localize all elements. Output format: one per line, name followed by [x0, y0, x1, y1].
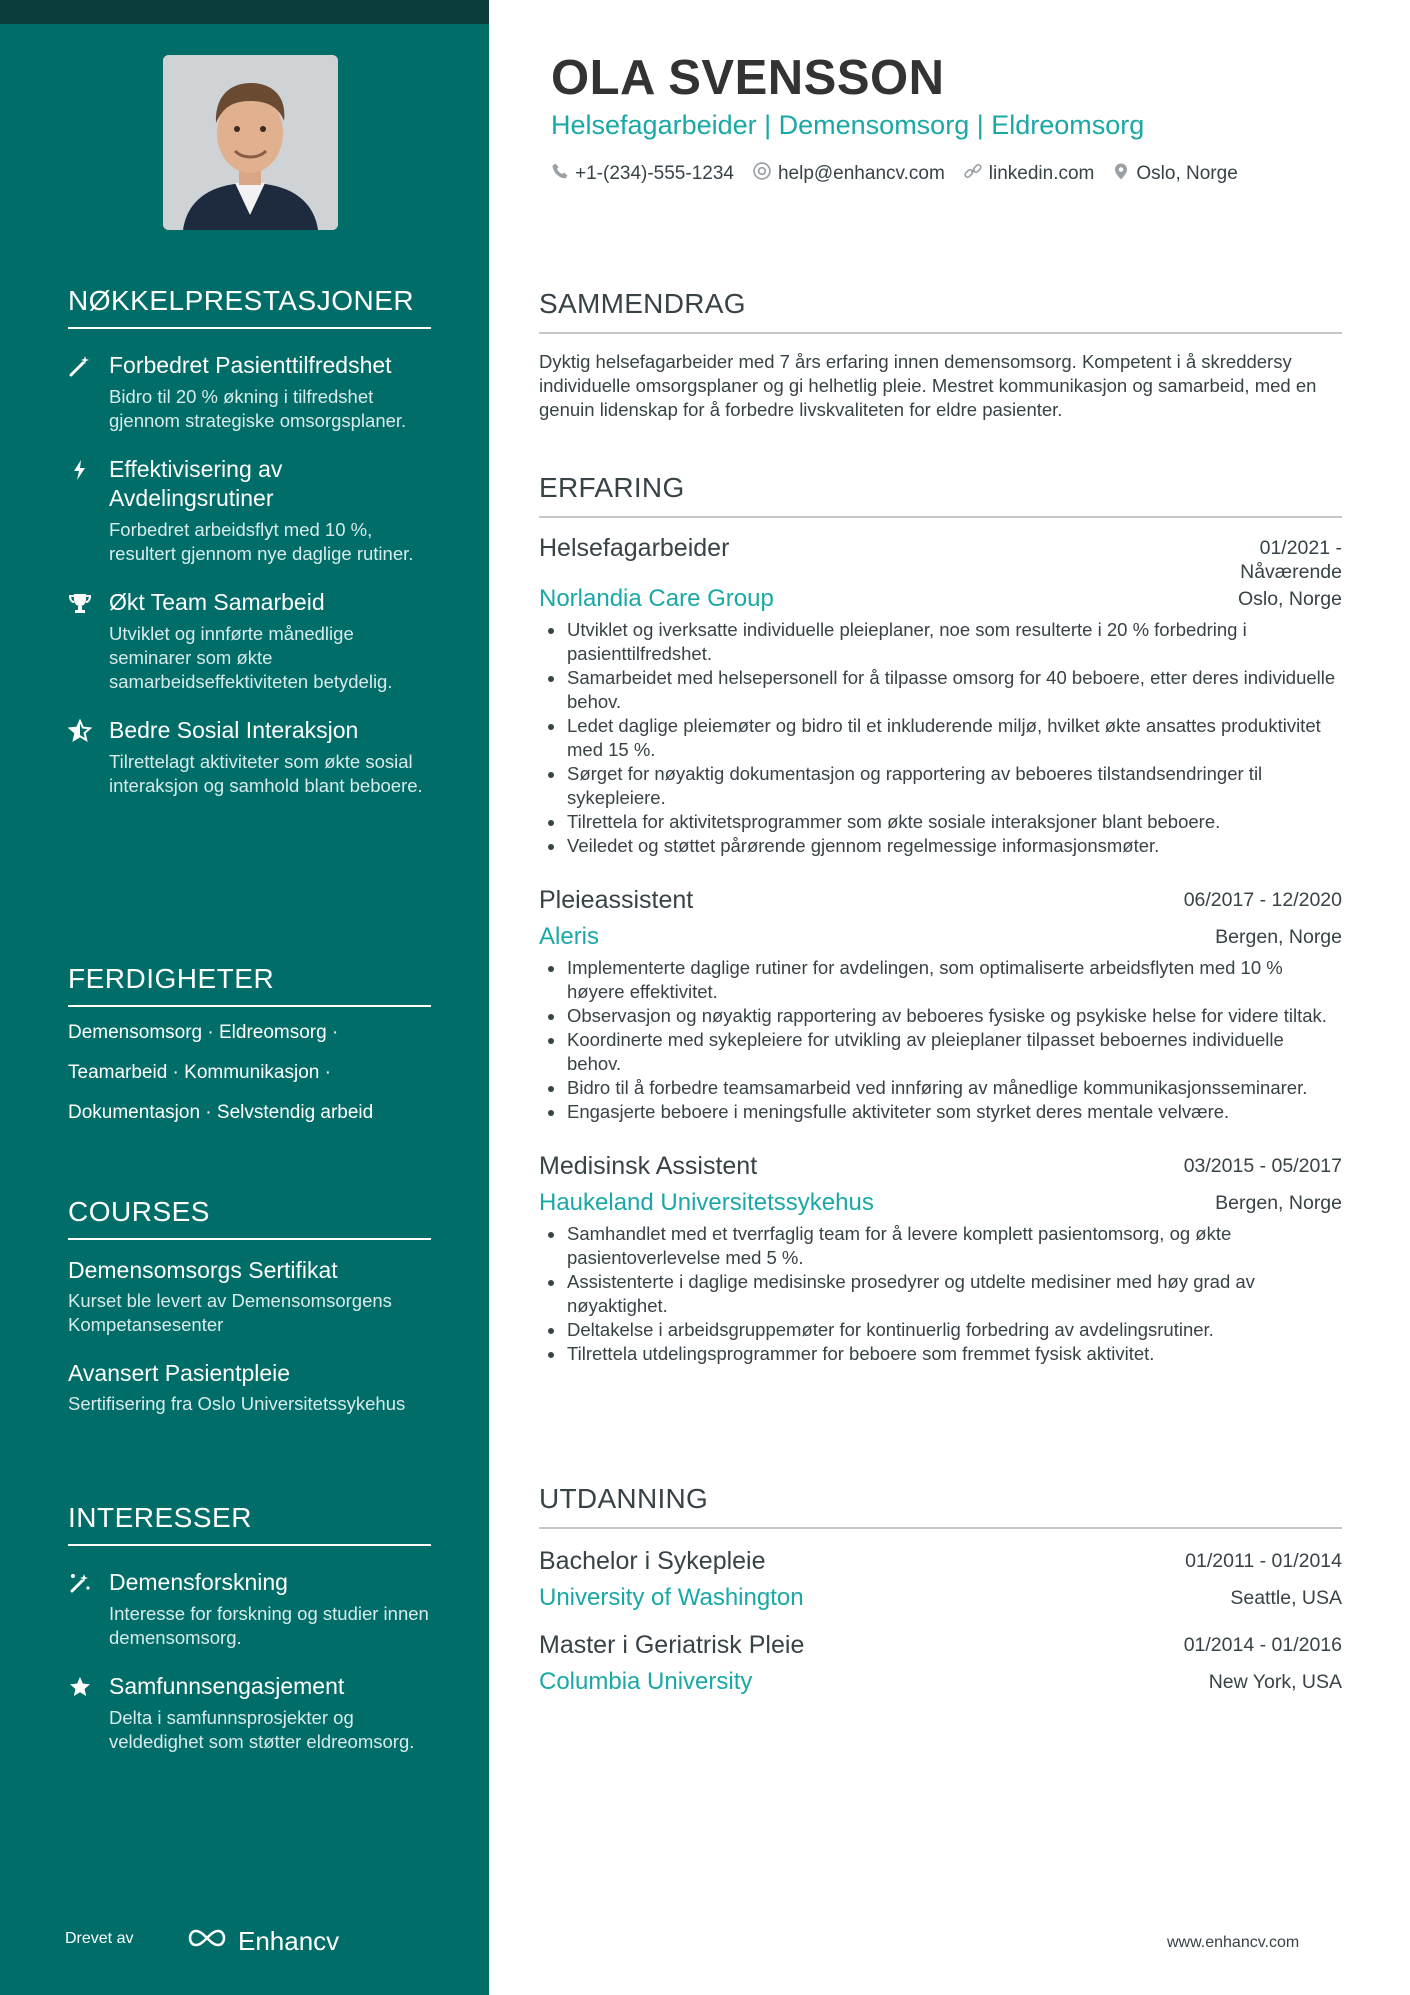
magic-wand-icon: [68, 354, 92, 378]
interest-desc: Interesse for forskning og studier innen demensomsorg.: [109, 1603, 429, 1648]
job-location: Bergen, Norge: [1215, 1192, 1342, 1214]
course-item: [68, 1359, 431, 1416]
bullet: Implementerte daglige rutiner for avdelingen, som optimaliserte arbeidsflyten med 10 % høyere effektivitet.: [539, 956, 1342, 1004]
job-company[interactable]: Haukeland Universitetssykehus: [539, 1189, 874, 1216]
edu-location: New York, USA: [1208, 1671, 1342, 1693]
star-icon: [68, 1675, 92, 1699]
skills-row: Dokumentasjon · Selvstendig arbeid: [68, 1102, 374, 1123]
infinity-logo-icon: [184, 1926, 230, 1957]
sidebar: [0, 0, 489, 1995]
education-title: UTDANNING: [539, 1483, 1342, 1529]
achievement-desc: Tilrettelagt aktiviteter som økte sosial interaksjon og samhold blant beboere.: [109, 751, 423, 796]
interest-title: Samfunnsengasjement: [109, 1673, 345, 1699]
job-location: Oslo, Norge: [1237, 588, 1342, 610]
edu-degree: Bachelor i Sykepleie: [539, 1547, 766, 1575]
job-date: 03/2015 - 05/2017: [1183, 1155, 1342, 1177]
profile-photo: [163, 55, 338, 230]
summary-text: Dyktig helsefagarbeider med 7 års erfaring innen demensomsorg. Kompetent i å skreddersy individuelle omsorgsplaner og gi helhetlig pleie. Mestret kommunikasjon og samarbeid, med en genuin lidenskap for å forbedre livskvaliteten for eldre pasienter.: [539, 351, 1317, 420]
achievement-item: [68, 455, 431, 566]
skills-row: Teamarbeid · Kommunikasjon ·: [68, 1062, 331, 1083]
achievement-item: [68, 588, 431, 694]
achievements-title: NØKKELPRESTASJONER: [68, 285, 431, 329]
skills-row: Demensomsorg · Eldreomsorg ·: [68, 1022, 339, 1043]
experience-section: [539, 472, 1342, 1366]
edu-location: Seattle, USA: [1230, 1587, 1342, 1609]
at-icon: [752, 161, 772, 187]
bullet: Bidro til å forbedre teamsamarbeid ved innføring av månedlige kommunikasjonsseminarer.: [539, 1076, 1342, 1100]
courses-title: COURSES: [68, 1196, 431, 1240]
job-date: 01/2021 - Nåværende: [1240, 537, 1342, 583]
bullet: Assistenterte i daglige medisinske prosedyrer og utdelte medisiner med høy grad av nøyaktighet.: [539, 1270, 1342, 1318]
footer-url[interactable]: www.enhancv.com: [1167, 1934, 1300, 1951]
achievements-section: [68, 285, 431, 798]
contact-location: [1112, 161, 1237, 187]
brand-logo[interactable]: [184, 1926, 339, 1957]
contact-linkedin[interactable]: [963, 161, 1095, 187]
edu-school[interactable]: Columbia University: [539, 1668, 753, 1695]
interest-title: Demensforskning: [109, 1569, 288, 1595]
location-icon: [1112, 161, 1130, 187]
education-entry: [539, 1629, 1342, 1697]
job-date: 06/2017 - 12/2020: [1183, 889, 1342, 911]
job-entry: [539, 1150, 1342, 1366]
bullet: Samarbeidet med helsepersonell for å tilpasse omsorg for 40 beboere, etter deres individuelle behov.: [539, 666, 1342, 714]
job-title: Pleieassistent: [539, 886, 694, 914]
job-title: Medisinsk Assistent: [539, 1152, 758, 1180]
achievement-desc: Bidro til 20 % økning i tilfredshet gjennom strategiske omsorgsplaner.: [109, 386, 407, 431]
skills-title: FERDIGHETER: [68, 963, 431, 1007]
achievement-title: Effektivisering av Avdelingsrutiner: [109, 456, 283, 511]
bullet: Veiledet og støttet pårørende gjennom regelmessige informasjonsmøter.: [539, 834, 1342, 858]
course-item: [68, 1256, 431, 1337]
bullet: Sørget for nøyaktig dokumentasjon og rapportering av beboeres tilstandsendringer til sykepleiere.: [539, 762, 1342, 810]
phone-icon: [551, 162, 569, 186]
achievement-desc: Forbedret arbeidsflyt med 10 %, resultert gjennom nye daglige rutiner.: [109, 519, 414, 564]
course-title: Demensomsorgs Sertifikat: [68, 1257, 338, 1283]
contact-email[interactable]: [752, 161, 945, 187]
contact-phone[interactable]: [551, 161, 734, 187]
skills-section: [68, 963, 431, 1125]
course-desc: Kurset ble levert av Demensomsorgens Kompetansesenter: [68, 1290, 392, 1335]
course-title: Avansert Pasientpleie: [68, 1360, 291, 1386]
edu-date: 01/2011 - 01/2014: [1185, 1550, 1342, 1572]
job-bullets: [539, 618, 1342, 858]
star-half-icon: [68, 719, 92, 743]
job-entry: [539, 884, 1342, 1124]
achievement-title: Økt Team Samarbeid: [109, 589, 325, 615]
bullet: Tilrettela for aktivitetsprogrammer som økte sosiale interaksjoner blant beboere.: [539, 810, 1342, 834]
job-title: Helsefagarbeider: [539, 534, 730, 562]
contact-text: Oslo, Norge: [1136, 163, 1238, 184]
bullet: Engasjerte beboere i meningsfulle aktiviteter som styrket deres mentale velvære.: [539, 1100, 1342, 1124]
job-company[interactable]: Norlandia Care Group: [539, 585, 774, 612]
edu-degree: Master i Geriatrisk Pleie: [539, 1631, 805, 1659]
powered-by-label: Drevet av: [65, 1930, 134, 1947]
interests-section: [68, 1502, 431, 1754]
job-company[interactable]: Aleris: [539, 923, 600, 950]
sidebar-top-bar: [0, 0, 489, 24]
summary-section: [539, 288, 1342, 422]
summary-title: SAMMENDRAG: [539, 288, 1342, 334]
edu-school[interactable]: University of Washington: [539, 1584, 804, 1611]
bullet: Observasjon og nøyaktig rapportering av beboeres fysiske og psykiske helse for videre tiltak.: [539, 1004, 1342, 1028]
bullet: Samhandlet med et tverrfaglig team for å levere komplett pasientomsorg, og økte pasientoverlevelse med 5 %.: [539, 1222, 1342, 1270]
contact-list: [551, 161, 1238, 187]
interests-title: INTERESSER: [68, 1502, 431, 1546]
interest-item: [68, 1672, 431, 1754]
job-location: Bergen, Norge: [1215, 926, 1342, 948]
bullet: Ledet daglige pleiemøter og bidro til et inkluderende miljø, hvilket økte ansattes produktivitet med 15 %.: [539, 714, 1342, 762]
job-entry: [539, 532, 1342, 858]
interest-desc: Delta i samfunnsprosjekter og veldedighet som støtter eldreomsorg.: [109, 1707, 415, 1752]
contact-text: +1-(234)-555-1234: [575, 163, 734, 184]
education-section: [539, 1483, 1342, 1697]
trophy-icon: [68, 591, 92, 615]
courses-section: [68, 1196, 431, 1416]
candidate-name: OLA SVENSSON: [551, 51, 945, 105]
bullet: Koordinerte med sykepleiere for utvikling av pleieplaner tilpasset beboernes individuelle behov.: [539, 1028, 1342, 1076]
achievement-item: [68, 716, 431, 798]
edu-date: 01/2014 - 01/2016: [1183, 1634, 1342, 1656]
job-bullets: [539, 956, 1342, 1124]
interest-item: [68, 1568, 431, 1650]
contact-text: linkedin.com: [988, 163, 1095, 184]
lightning-icon: [68, 458, 92, 482]
achievement-title: Forbedret Pasienttilfredshet: [109, 352, 392, 378]
bullet: Utviklet og iverksatte individuelle pleieplaner, noe som resulterte i 20 % forbedring i pasienttilfredshet.: [539, 618, 1342, 666]
achievement-item: [68, 351, 431, 433]
job-bullets: [539, 1222, 1342, 1366]
achievement-desc: Utviklet og innførte månedlige seminarer som økte samarbeidseffektiviteten betydelig.: [109, 623, 393, 692]
achievement-title: Bedre Sosial Interaksjon: [109, 717, 359, 743]
education-entry: [539, 1545, 1342, 1613]
bullet: Tilrettela utdelingsprogrammer for beboere som fremmet fysisk aktivitet.: [539, 1342, 1342, 1366]
experience-title: ERFARING: [539, 472, 1342, 518]
bullet: Deltakelse i arbeidsgruppemøter for kontinuerlig forbedring av avdelingsrutiner.: [539, 1318, 1342, 1342]
headline: Helsefagarbeider | Demensomsorg | Eldreomsorg: [551, 110, 1145, 140]
course-desc: Sertifisering fra Oslo Universitetssykehus: [68, 1393, 406, 1414]
contact-text: help@enhancv.com: [777, 163, 945, 184]
link-icon: [963, 161, 983, 187]
magic-icon: [68, 1571, 92, 1595]
brand-name: Enhancv: [238, 1926, 340, 1956]
